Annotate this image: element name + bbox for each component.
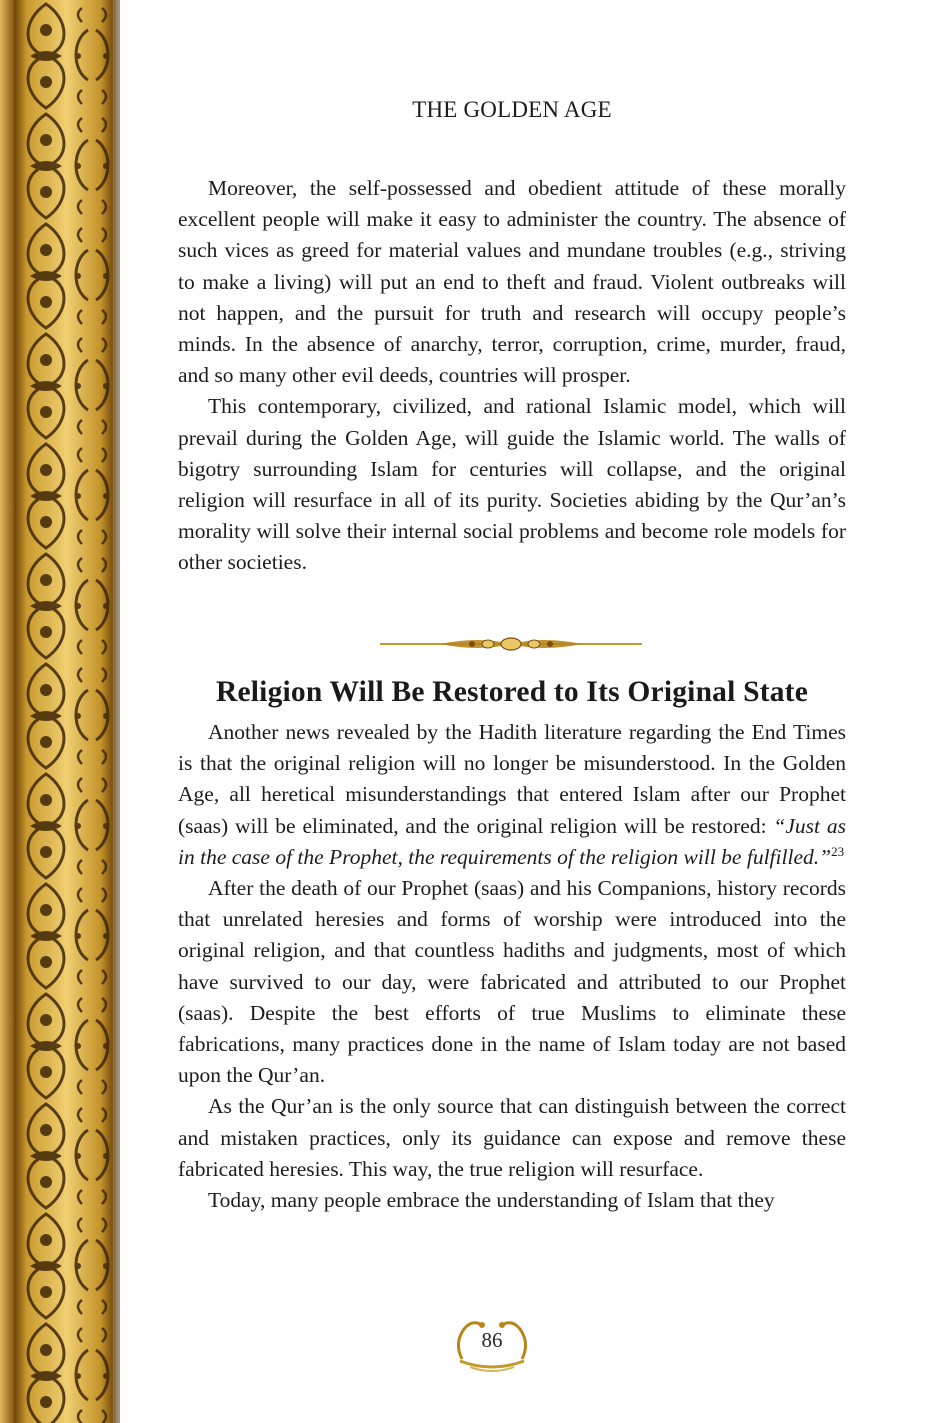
- page-number: 86: [481, 1328, 503, 1352]
- paragraph: Today, many people embrace the understanding of Islam that they: [208, 1188, 775, 1213]
- section-heading: Religion Will Be Restored to Its Original State: [215, 676, 808, 708]
- paragraph: As the Qur’an is the only source that can distinguish between the correct and mistaken practices, only its guidance can expose and remove these fabricated heresies. This way, the true religion will resurface.: [178, 1094, 846, 1181]
- paragraph: This contemporary, civilized, and rational Islamic model, which will prevail during the Golden Age, will guide the Islamic world. The walls of bigotry surrounding Islam for centuries will collapse, and the original religion will resurface in all of its purity. Societies abiding by the Qur’an’s morality will solve their internal social problems and become role models for other societies.: [178, 394, 846, 575]
- paragraph: After the death of our Prophet (saas) and his Companions, history records that unrelated heresies and forms of worship were introduced into the original religion, and that countless hadiths and judgments, most of which have survived to our day, were fabricated and attributed to our Prophet (saas). Despite the best efforts of true Muslims to eliminate these fabrications, many practices done in the name of Islam today are not based upon the Qur’an.: [178, 876, 846, 1088]
- paragraph-text: Another news revealed by the Hadith literature regarding the End Times is that the original religion will no longer be misunderstood. In the Golden Age, all heretical misunderstandings that entered Islam after our Prophet (saas) will be eliminated, and the original religion will be restored:: [178, 720, 846, 838]
- paragraph: Moreover, the self-possessed and obedient attitude of these morally excellent people will make it easy to administer the country. The absence of such vices as greed for material values and mundane troubles (e.g., striving to make a living) will put an end to theft and fraud. Violent outbreaks will not happen, and the pursuit for truth and research will occupy people’s minds. In the absence of anarchy, terror, corruption, crime, murder, fraud, and so many other evil deeds, countries will prosper.: [178, 176, 846, 388]
- intro-text: [178, 173, 846, 579]
- running-header: THE GOLDEN AGE: [412, 97, 612, 122]
- footnote-reference: 23: [831, 843, 845, 859]
- hadith-quote: “Just as in the case of the Prophet, the requirements of the religion will be fulfilled.”: [178, 813, 846, 869]
- ornamental-border: [0, 0, 130, 1423]
- ornamental-divider-icon: [380, 632, 642, 656]
- ornamental-border-icon: [0, 0, 130, 1423]
- paragraph: [178, 717, 846, 873]
- section-text: [178, 717, 846, 1216]
